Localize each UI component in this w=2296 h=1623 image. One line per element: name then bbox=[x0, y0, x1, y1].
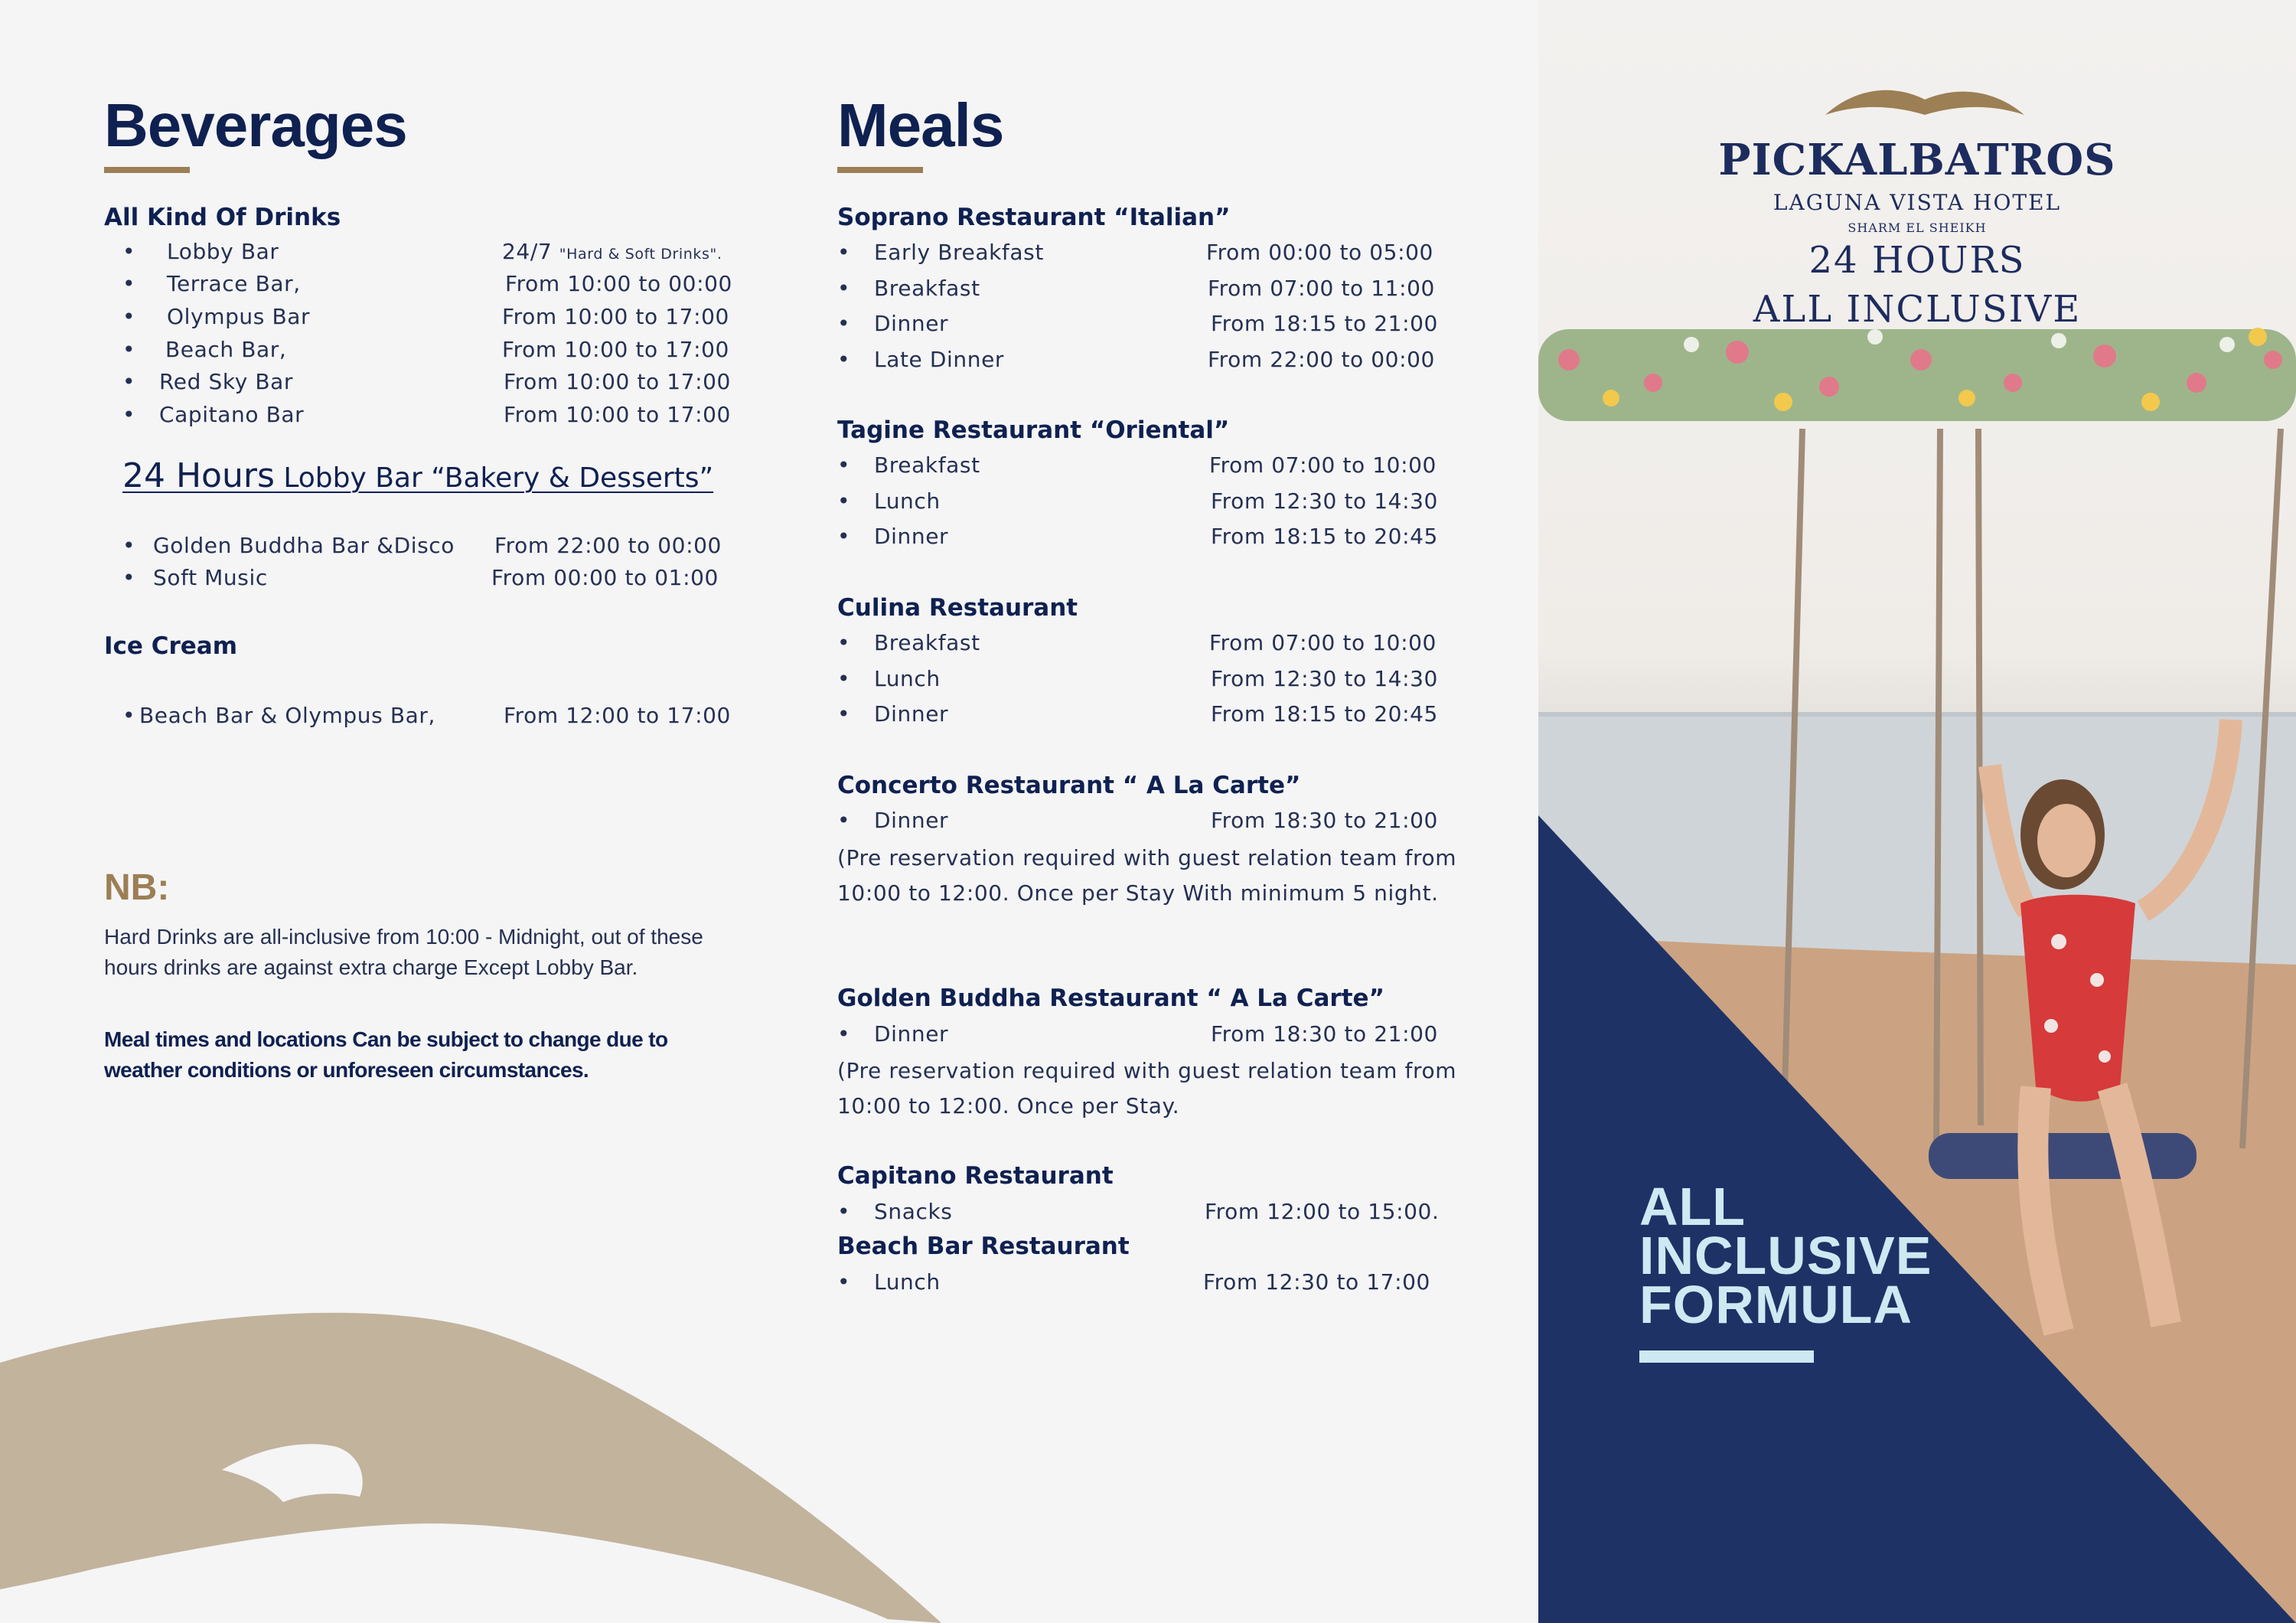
list-item bbox=[837, 311, 1495, 341]
list-item bbox=[837, 488, 1495, 519]
meal-name: Early Breakfast bbox=[874, 240, 1044, 265]
lobby-bar-bakery-heading bbox=[122, 456, 713, 495]
meal-name: Lunch bbox=[874, 666, 941, 691]
bullet: • bbox=[122, 533, 136, 558]
concerto-heading: Concerto Restaurant “ A La Carte” bbox=[837, 772, 1301, 799]
tagine-heading: Tagine Restaurant “Oriental” bbox=[837, 416, 1230, 444]
bar-name: Lobby Bar bbox=[167, 239, 279, 264]
bullet: • bbox=[837, 524, 851, 549]
meals-title-rule bbox=[837, 167, 923, 173]
beverages-title: Beverages bbox=[104, 91, 407, 159]
bullet: • bbox=[837, 630, 851, 655]
meal-hours: From 07:00 to 11:00 bbox=[1208, 276, 1435, 301]
banner-line-all: ALL bbox=[1639, 1177, 1746, 1236]
meal-name: Dinner bbox=[874, 311, 949, 336]
bullet: • bbox=[122, 703, 136, 728]
brand-name: PICKALBATROS bbox=[1718, 135, 2116, 185]
bullet: • bbox=[837, 1269, 851, 1295]
bullet: • bbox=[837, 701, 851, 727]
meal-name: Breakfast bbox=[874, 276, 980, 301]
culina-heading: Culina Restaurant bbox=[837, 594, 1078, 622]
bullet: • bbox=[837, 311, 851, 336]
nb-hard-drinks-note: Hard Drinks are all-inclusive from 10:00 - Midnight, out of these hours drinks are against extra charge Except Lobby Bar. bbox=[104, 925, 703, 979]
meal-hours: From 07:00 to 10:00 bbox=[1209, 630, 1437, 655]
list-item bbox=[837, 524, 1495, 554]
meal-name: Dinner bbox=[874, 808, 949, 833]
lobby-heading-hours: 24 Hours bbox=[122, 456, 275, 495]
bullet: • bbox=[122, 369, 136, 394]
list-item bbox=[837, 1199, 1495, 1229]
list-item bbox=[837, 240, 1495, 270]
list-item bbox=[122, 337, 765, 367]
list-item bbox=[837, 1021, 1495, 1052]
list-item bbox=[837, 666, 1495, 697]
brand-hotel: LAGUNA VISTA HOTEL bbox=[1773, 190, 2062, 215]
bullet: • bbox=[837, 666, 851, 691]
bullet: • bbox=[837, 240, 851, 265]
meal-hours: From 12:30 to 17:00 bbox=[1203, 1269, 1430, 1295]
bar-name: Capitano Bar bbox=[159, 402, 305, 427]
bar-name: Golden Buddha Bar &Disco bbox=[153, 533, 455, 558]
bar-hours: 24/7 bbox=[502, 239, 553, 264]
list-item bbox=[837, 630, 1495, 661]
bullet: • bbox=[122, 402, 136, 427]
list-item bbox=[837, 276, 1495, 306]
list-item bbox=[122, 565, 765, 596]
bar-name: Beach Bar & Olympus Bar, bbox=[139, 703, 435, 728]
bullet: • bbox=[122, 239, 136, 264]
capitano-heading: Capitano Restaurant bbox=[837, 1162, 1114, 1190]
brand-24-hours: 24 HOURS bbox=[1808, 239, 2026, 282]
bar-name: Red Sky Bar bbox=[159, 369, 294, 394]
meal-hours: From 07:00 to 10:00 bbox=[1209, 452, 1437, 478]
meal-hours: From 12:30 to 14:30 bbox=[1211, 488, 1438, 514]
list-item bbox=[837, 701, 1495, 732]
bullet: • bbox=[837, 347, 851, 372]
meal-name: Dinner bbox=[874, 524, 949, 549]
beverages-title-rule bbox=[104, 167, 190, 173]
bar-name: Olympus Bar bbox=[167, 304, 311, 329]
banner-line-formula: FORMULA bbox=[1639, 1275, 1913, 1334]
bar-name: Soft Music bbox=[153, 565, 268, 590]
concerto-reservation-note: (Pre reservation required with guest relation team from 10:00 to 12:00. Once per Stay With minimum 5 night. bbox=[837, 845, 1457, 906]
meal-hours: From 18:30 to 21:00 bbox=[1211, 808, 1438, 833]
list-item bbox=[122, 239, 765, 269]
bullet: • bbox=[837, 1199, 851, 1224]
bullet: • bbox=[837, 808, 851, 833]
meal-hours: From 22:00 to 00:00 bbox=[1208, 347, 1435, 372]
meal-hours: From 18:15 to 20:45 bbox=[1211, 524, 1438, 549]
bar-name: Terrace Bar, bbox=[167, 271, 301, 296]
bar-note: "Hard & Soft Drinks". bbox=[559, 246, 722, 263]
lobby-heading-text: Lobby Bar “Bakery & Desserts” bbox=[274, 462, 714, 494]
list-item bbox=[837, 1269, 1495, 1300]
meal-name: Breakfast bbox=[874, 630, 980, 655]
bar-hours: From 10:00 to 17:00 bbox=[502, 304, 729, 329]
bar-hours: From 00:00 to 01:00 bbox=[491, 565, 719, 590]
soprano-heading: Soprano Restaurant “Italian” bbox=[837, 204, 1231, 231]
bullet: • bbox=[122, 304, 136, 329]
list-item bbox=[122, 402, 765, 433]
bullet: • bbox=[837, 452, 851, 478]
nb-label: NB: bbox=[104, 867, 170, 908]
list-item bbox=[837, 808, 1495, 838]
bullet: • bbox=[837, 488, 851, 514]
bar-hours: From 10:00 to 17:00 bbox=[502, 337, 729, 362]
albatross-wing-shape bbox=[0, 1301, 964, 1623]
beach-bar-restaurant-heading: Beach Bar Restaurant bbox=[837, 1233, 1130, 1260]
bar-hours: From 10:00 to 17:00 bbox=[504, 402, 731, 427]
meal-name: Breakfast bbox=[874, 452, 980, 478]
meal-hours: From 12:30 to 14:30 bbox=[1211, 666, 1438, 691]
meal-hours: From 18:30 to 21:00 bbox=[1211, 1021, 1438, 1047]
nb-schedule-note: Meal times and locations Can be subject to change due to weather conditions or unforeseen circumstances. bbox=[104, 1027, 668, 1082]
bar-hours: From 10:00 to 00:00 bbox=[505, 271, 732, 296]
all-kind-drinks-heading: All Kind Of Drinks bbox=[104, 204, 341, 231]
meal-hours: From 12:00 to 15:00. bbox=[1205, 1199, 1440, 1224]
bullet: • bbox=[837, 276, 851, 301]
golden-buddha-reservation-note: (Pre reservation required with guest relation team from 10:00 to 12:00. Once per Stay. bbox=[837, 1058, 1457, 1118]
meal-name: Dinner bbox=[874, 1021, 949, 1047]
brand-all-inclusive: ALL INCLUSIVE bbox=[1753, 288, 2082, 331]
all-inclusive-formula-banner bbox=[1639, 1177, 1932, 1334]
bullet: • bbox=[122, 565, 136, 590]
meal-name: Lunch bbox=[874, 1269, 941, 1295]
bar-hours: From 12:00 to 17:00 bbox=[504, 703, 731, 728]
bullet: • bbox=[837, 1021, 851, 1047]
list-item bbox=[122, 304, 765, 335]
bar-hours: From 10:00 to 17:00 bbox=[504, 369, 731, 394]
golden-buddha-heading: Golden Buddha Restaurant “ A La Carte” bbox=[837, 985, 1384, 1012]
list-item bbox=[122, 703, 765, 733]
meal-name: Snacks bbox=[874, 1199, 953, 1224]
list-item bbox=[122, 271, 765, 302]
meal-hours: From 18:15 to 21:00 bbox=[1211, 311, 1438, 336]
meal-name: Late Dinner bbox=[874, 347, 1005, 372]
ice-cream-heading: Ice Cream bbox=[104, 632, 238, 660]
meal-name: Lunch bbox=[874, 488, 941, 514]
list-item bbox=[837, 347, 1495, 377]
meal-hours: From 18:15 to 20:45 bbox=[1211, 701, 1438, 727]
meal-hours: From 00:00 to 05:00 bbox=[1206, 240, 1433, 265]
meals-title: Meals bbox=[837, 91, 1004, 159]
brand-city: SHARM EL SHEIKH bbox=[1848, 220, 1987, 235]
list-item bbox=[122, 533, 765, 563]
bullet: • bbox=[122, 271, 136, 296]
bullet: • bbox=[122, 337, 136, 362]
banner-line-inclusive: INCLUSIVE bbox=[1639, 1226, 1932, 1285]
list-item bbox=[122, 369, 765, 400]
bar-name: Beach Bar, bbox=[165, 337, 287, 362]
meal-name: Dinner bbox=[874, 701, 949, 727]
bar-hours: From 22:00 to 00:00 bbox=[494, 533, 722, 558]
list-item bbox=[837, 452, 1495, 483]
